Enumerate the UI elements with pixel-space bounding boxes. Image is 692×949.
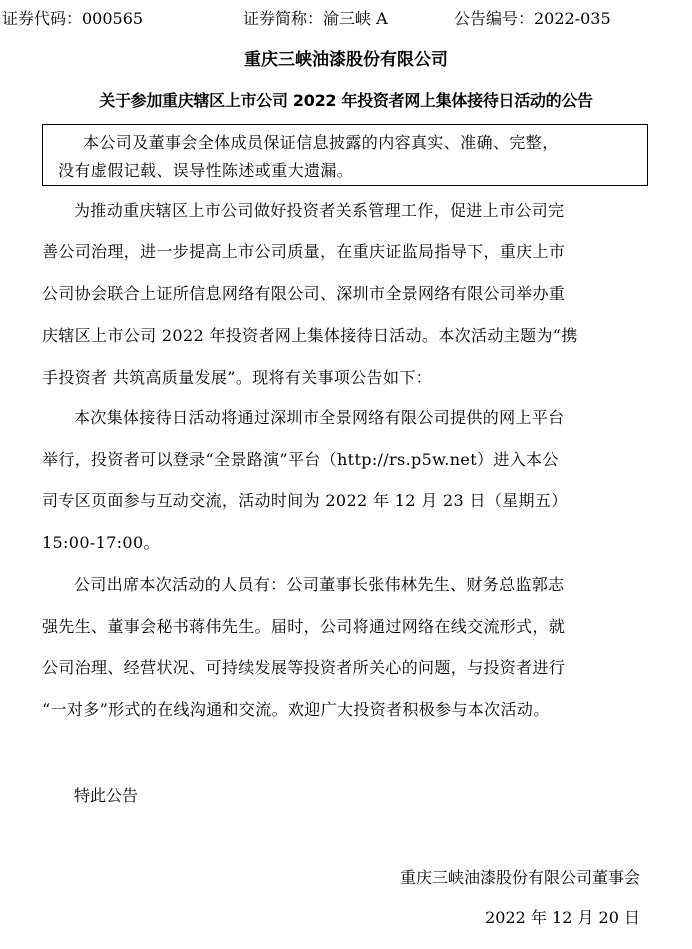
document-header xyxy=(0,8,692,30)
paragraph-line: 为推动重庆辖区上市公司做好投资者关系管理工作，促进上市公司完 xyxy=(74,201,565,220)
paragraph-line: 善公司治理，进一步提高上市公司质量，在重庆证监局指导下，重庆上市 xyxy=(42,242,566,261)
paragraph-line: 手投资者 共筑高质量发展”。现将有关事项公告如下： xyxy=(42,368,433,387)
paragraph-line: 庆辖区上市公司 2022 年投资者网上集体接待日活动。本次活动主题为“携 xyxy=(42,326,578,345)
announcement-number: 公告编号：2022-035 xyxy=(454,9,611,28)
paragraph-line: “一对多”形式的在线沟通和交流。欢迎广大投资者积极参与本次活动。 xyxy=(42,700,550,719)
paragraph-line: 本次集体接待日活动将通过深圳市全景网络有限公司提供的网上平台 xyxy=(74,408,565,427)
stock-code: 证券代码：000565 xyxy=(2,9,144,28)
document-title: 关于参加重庆辖区上市公司 2022 年投资者网上集体接待日活动的公告 xyxy=(99,91,593,110)
signature-date: 2022 年 12 月 20 日 xyxy=(485,908,640,927)
paragraph-line: 举行，投资者可以登录“全景路演”平台（http://rs.p5w.net）进入本公 xyxy=(42,450,559,469)
paragraph-line: 公司治理、经营状况、可持续发展等投资者所关心的问题，与投资者进行 xyxy=(42,658,566,677)
paragraph-line: 15:00-17:00。 xyxy=(42,533,160,552)
disclaimer-box xyxy=(42,124,648,186)
closing-text: 特此公告 xyxy=(74,786,139,805)
stock-abbreviation: 证券简称：渝三峡 A xyxy=(243,9,388,28)
signature-organization: 重庆三峡油漆股份有限公司董事会 xyxy=(399,868,640,887)
company-title: 重庆三峡油漆股份有限公司 xyxy=(244,50,448,70)
paragraph-line: 公司出席本次活动的人员有：公司董事长张伟林先生、财务总监郭志 xyxy=(74,575,565,594)
paragraph-line: 司专区页面参与互动交流，活动时间为 2022 年 12 月 23 日（星期五） xyxy=(42,491,568,510)
paragraph-line: 强先生、董事会秘书蒋伟先生。届时，公司将通过网络在线交流形式，就 xyxy=(42,617,566,636)
paragraph-line: 公司协会联合上证所信息网络有限公司、深圳市全景网络有限公司举办重 xyxy=(42,284,566,303)
disclaimer-line: 本公司及董事会全体成员保证信息披露的内容真实、准确、完整， xyxy=(83,133,559,152)
disclaimer-line: 没有虚假记载、误导性陈述或重大遗漏。 xyxy=(58,161,354,180)
